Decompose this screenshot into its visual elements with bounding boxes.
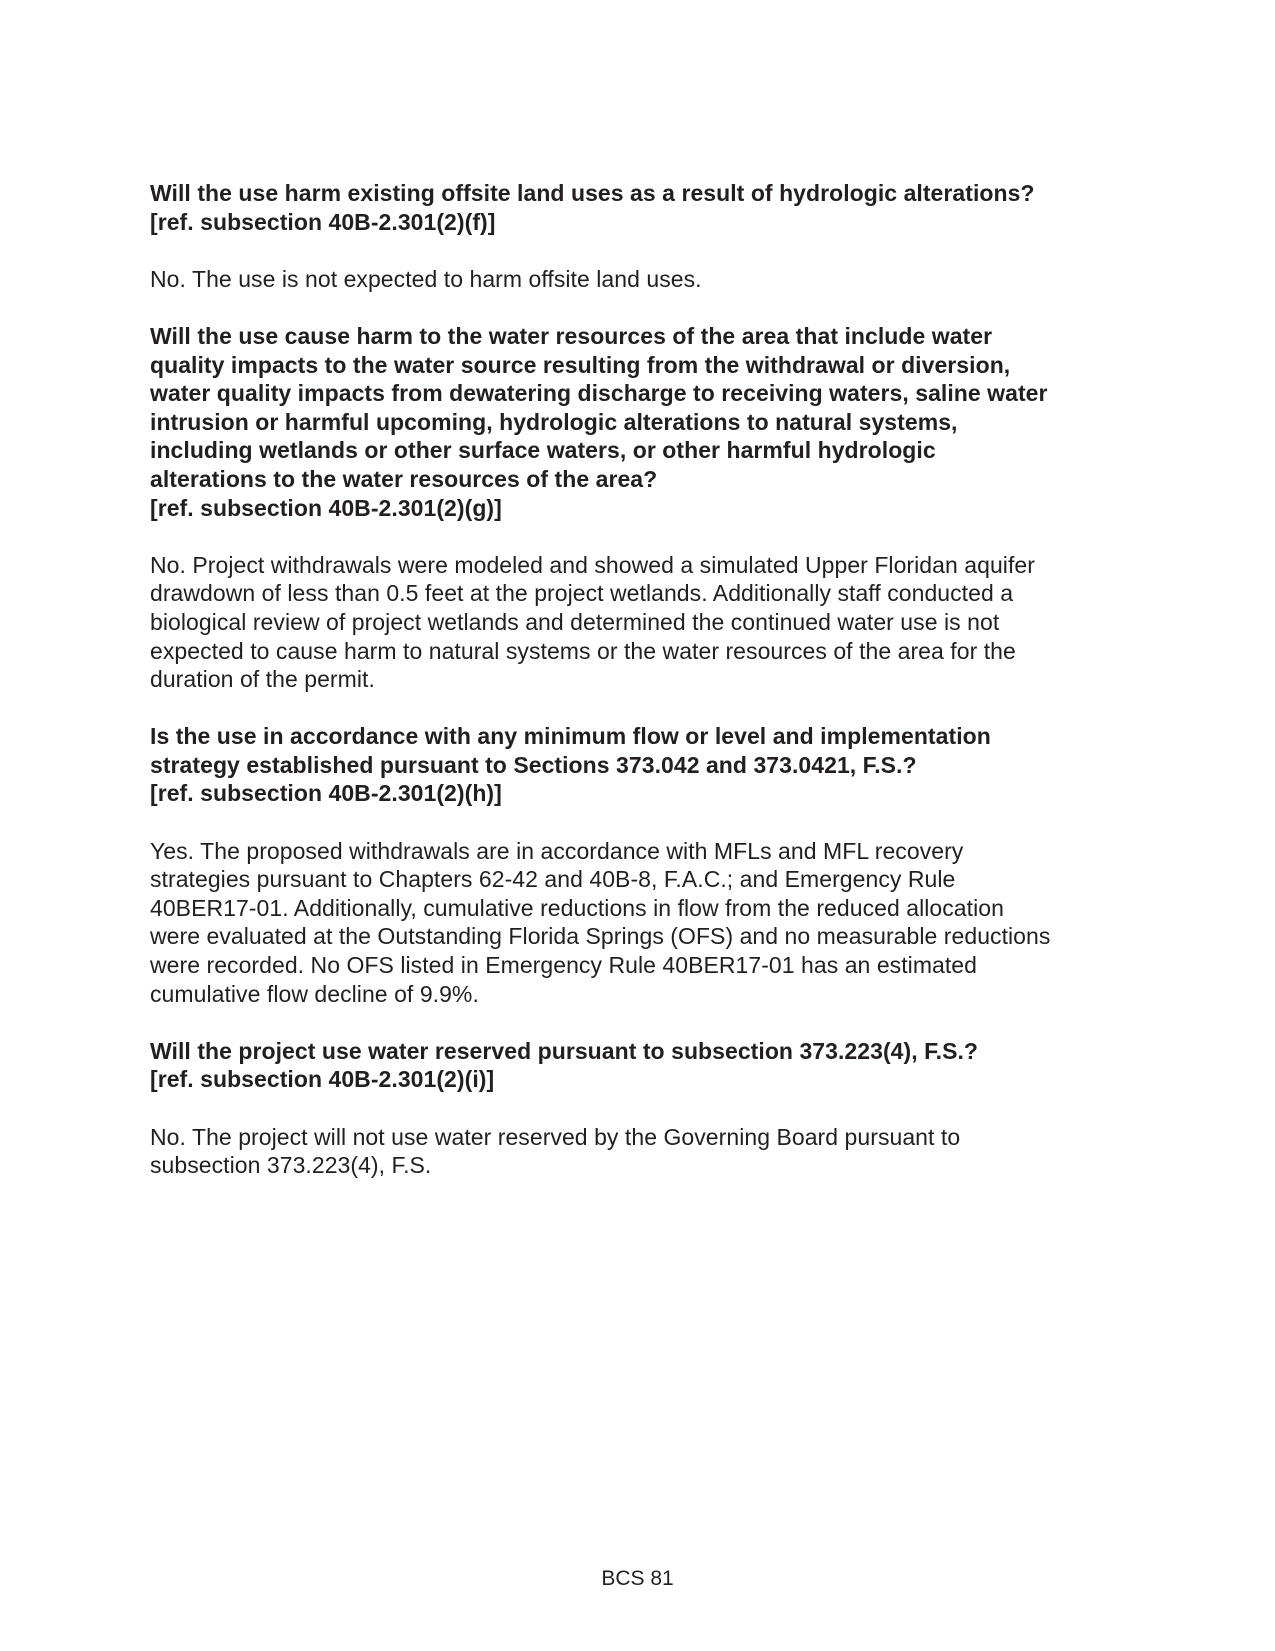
answer-line: 40BER17-01. Additionally, cumulative reductions in flow from the reduced allocation	[150, 894, 1004, 921]
question-line: intrusion or harmful upcoming, hydrologic alterations to natural systems,	[150, 408, 958, 435]
question-reference: [ref. subsection 40B-2.301(2)(g)]	[150, 494, 502, 521]
answer-line: No. The project will not use water reserved by the Governing Board pursuant to	[150, 1123, 961, 1150]
answer-reserved-water	[150, 1123, 1140, 1180]
answer-line: subsection 373.223(4), F.S.	[150, 1152, 432, 1179]
question-water-resources-harm	[150, 322, 1140, 522]
question-line: Will the use harm existing offsite land uses as a result of hydrologic alterations?	[150, 180, 1035, 206]
answer-line: biological review of project wetlands and determined the continued water use is not	[150, 608, 1000, 635]
answer-line: duration of the permit.	[150, 666, 375, 693]
question-reserved-water	[150, 1037, 1140, 1094]
question-line: water quality impacts from dewatering discharge to receiving waters, saline water	[150, 380, 1048, 407]
question-line: quality impacts to the water source resulting from the withdrawal or diversion,	[150, 351, 1011, 378]
question-line: Will the use cause harm to the water resources of the area that include water	[150, 322, 993, 349]
answer-line: No. The use is not expected to harm offsite land uses.	[150, 265, 702, 292]
answer-line: were recorded. No OFS listed in Emergency Rule 40BER17-01 has an estimated	[150, 952, 977, 979]
question-reference: [ref. subsection 40B-2.301(2)(h)]	[150, 780, 502, 807]
question-offsite-land-uses	[150, 179, 1140, 236]
section-reserved-water	[150, 1037, 1140, 1180]
question-line: strategy established pursuant to Sections 373.042 and 373.0421, F.S.?	[150, 751, 917, 778]
answer-offsite-land-uses	[150, 265, 1140, 294]
question-line: alterations to the water resources of the area?	[150, 465, 658, 492]
question-reference: [ref. subsection 40B-2.301(2)(i)]	[150, 1066, 495, 1093]
document-body	[150, 179, 1140, 1180]
question-line: Is the use in accordance with any minimum flow or level and implementation	[150, 723, 991, 750]
answer-line: Yes. The proposed withdrawals are in accordance with MFLs and MFL recovery	[150, 837, 964, 864]
answer-minimum-flow-level	[150, 837, 1140, 1009]
section-offsite-land-uses	[150, 179, 1140, 293]
question-minimum-flow-level	[150, 722, 1140, 808]
answer-line: drawdown of less than 0.5 feet at the project wetlands. Additionally staff conducted a	[150, 580, 1014, 607]
question-reference: [ref. subsection 40B-2.301(2)(f)]	[150, 208, 496, 235]
answer-line: strategies pursuant to Chapters 62-42 and 40B-8, F.A.C.; and Emergency Rule	[150, 866, 956, 893]
page-footer-label: BCS 81	[601, 1567, 674, 1590]
section-water-resources-harm	[150, 322, 1140, 694]
section-minimum-flow-level	[150, 722, 1140, 1008]
answer-line: expected to cause harm to natural systems or the water resources of the area for the	[150, 637, 1016, 664]
answer-water-resources-harm	[150, 551, 1140, 694]
question-line: Will the project use water reserved pursuant to subsection 373.223(4), F.S.?	[150, 1037, 979, 1064]
question-line: including wetlands or other surface waters, or other harmful hydrologic	[150, 437, 936, 464]
answer-line: cumulative flow decline of 9.9%.	[150, 980, 479, 1007]
answer-line: were evaluated at the Outstanding Florida Springs (OFS) and no measurable reductions	[150, 923, 1051, 950]
answer-line: No. Project withdrawals were modeled and showed a simulated Upper Floridan aquifer	[150, 551, 1035, 578]
